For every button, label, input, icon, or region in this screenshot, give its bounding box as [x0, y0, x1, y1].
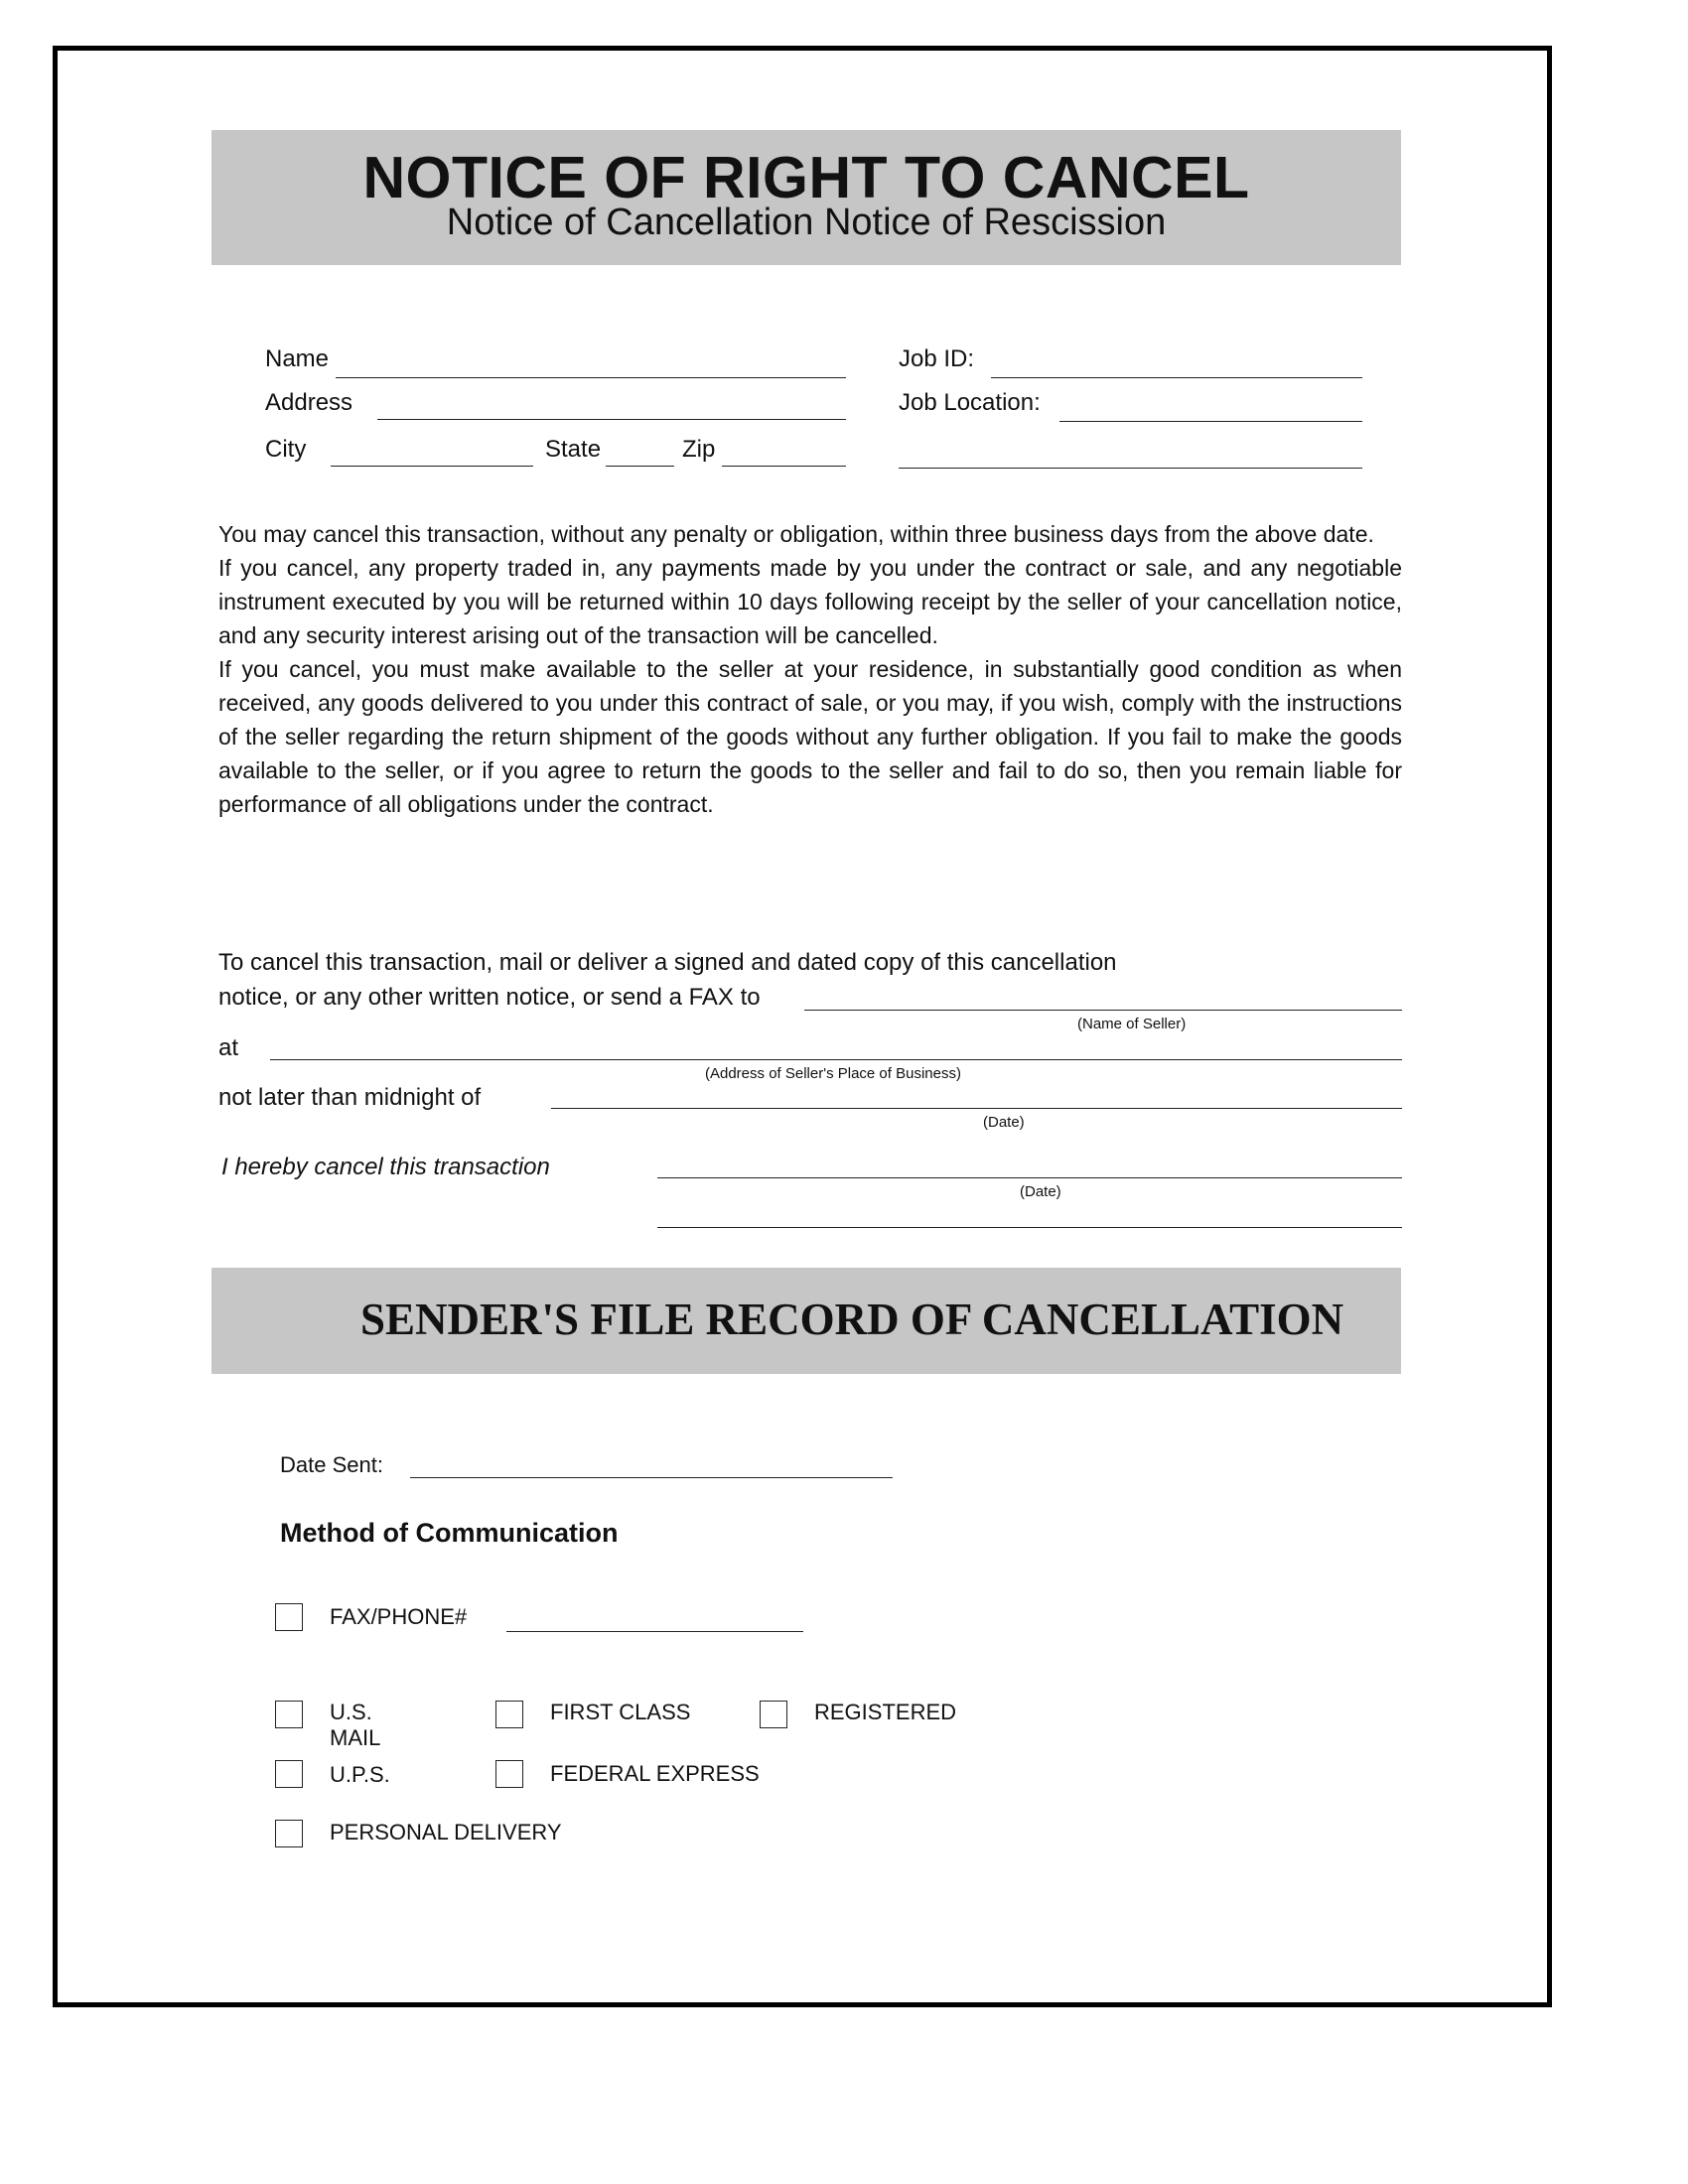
- job-location-label: Job Location:: [899, 389, 1041, 416]
- us-mail-checkbox[interactable]: [275, 1701, 303, 1728]
- hereby-cancel-label: I hereby cancel this transaction: [221, 1154, 550, 1180]
- page-title: NOTICE OF RIGHT TO CANCEL: [362, 145, 1250, 210]
- at-label: at: [218, 1034, 239, 1061]
- zip-field[interactable]: [722, 466, 846, 467]
- federal-express-label: FEDERAL EXPRESS: [550, 1761, 760, 1786]
- cancel-instructions-line-2: notice, or any other written notice, or send a FAX to: [218, 984, 761, 1011]
- first-class-label: FIRST CLASS: [550, 1700, 691, 1724]
- midnight-label: not later than midnight of: [218, 1084, 482, 1111]
- zip-label: Zip: [682, 436, 716, 463]
- name-field[interactable]: [336, 377, 846, 378]
- page-subtitle: Notice of Cancellation Notice of Rescission: [446, 202, 1167, 243]
- address-field[interactable]: [377, 419, 846, 420]
- signature-date-field[interactable]: [657, 1227, 1402, 1228]
- signature-field[interactable]: [657, 1177, 1402, 1178]
- fax-number-field[interactable]: [506, 1631, 803, 1632]
- header-banner: [211, 130, 1401, 265]
- city-field[interactable]: [331, 466, 533, 467]
- registered-checkbox[interactable]: [760, 1701, 787, 1728]
- seller-address-field[interactable]: [270, 1059, 1402, 1060]
- city-label: City: [265, 436, 307, 463]
- address-label: Address: [265, 389, 353, 416]
- cancel-instructions-line-1: To cancel this transaction, mail or deliver a signed and dated copy of this cancellation: [218, 949, 1117, 976]
- cancellation-terms: [218, 517, 1402, 821]
- name-label: Name: [265, 345, 330, 372]
- personal-delivery-label: PERSONAL DELIVERY: [330, 1820, 562, 1844]
- seller-name-caption: (Name of Seller): [1077, 1016, 1187, 1032]
- state-label: State: [545, 436, 602, 463]
- deadline-date-caption: (Date): [983, 1114, 1025, 1131]
- job-id-field[interactable]: [991, 377, 1362, 378]
- federal-express-checkbox[interactable]: [495, 1760, 523, 1788]
- registered-label: REGISTERED: [814, 1700, 957, 1724]
- terms-paragraph: If you cancel, you must make available to the seller at your residence, in substantially good condition as when received, any goods delivered to you under this contract of sale, or you may, if you wish, comply with the instructions of the seller regarding the return shipment of the goods without any further obligation. If you fail to make the goods available to the seller, or if you agree to return the goods to the seller and fail to do so, then you remain liable for performance of all obligations under the contract.: [218, 656, 1402, 817]
- fax-checkbox[interactable]: [275, 1603, 303, 1631]
- us-mail-label-line-2: MAIL: [330, 1725, 381, 1750]
- terms-paragraph: You may cancel this transaction, without any penalty or obligation, within three business days from the above date.: [218, 521, 1374, 547]
- date-sent-label: Date Sent:: [280, 1452, 383, 1477]
- job-id-label: Job ID:: [899, 345, 975, 372]
- first-class-checkbox[interactable]: [495, 1701, 523, 1728]
- ups-checkbox[interactable]: [275, 1760, 303, 1788]
- seller-name-field[interactable]: [804, 1010, 1402, 1011]
- record-banner: [211, 1268, 1401, 1374]
- ups-label: U.P.S.: [330, 1762, 390, 1787]
- signature-date-caption: (Date): [1020, 1183, 1061, 1200]
- deadline-date-field[interactable]: [551, 1108, 1402, 1109]
- seller-address-caption: (Address of Seller's Place of Business): [705, 1065, 961, 1082]
- terms-paragraph: If you cancel, any property traded in, any payments made by you under the contract or sale, and any negotiable instrument executed by you will be returned within 10 days following receipt by the seller of your cancellation notice, and any security interest arising out of the transaction will be cancelled.: [218, 555, 1402, 648]
- state-field[interactable]: [606, 466, 674, 467]
- record-title: SENDER'S FILE RECORD OF CANCELLATION: [360, 1295, 1344, 1344]
- method-heading: Method of Communication: [280, 1518, 619, 1548]
- date-sent-field[interactable]: [410, 1477, 893, 1478]
- job-location-field-line-2[interactable]: [899, 468, 1362, 469]
- personal-delivery-checkbox[interactable]: [275, 1820, 303, 1847]
- fax-option-label: FAX/PHONE#: [330, 1604, 468, 1629]
- us-mail-label-line-1: U.S.: [330, 1700, 372, 1724]
- job-location-field[interactable]: [1059, 421, 1362, 422]
